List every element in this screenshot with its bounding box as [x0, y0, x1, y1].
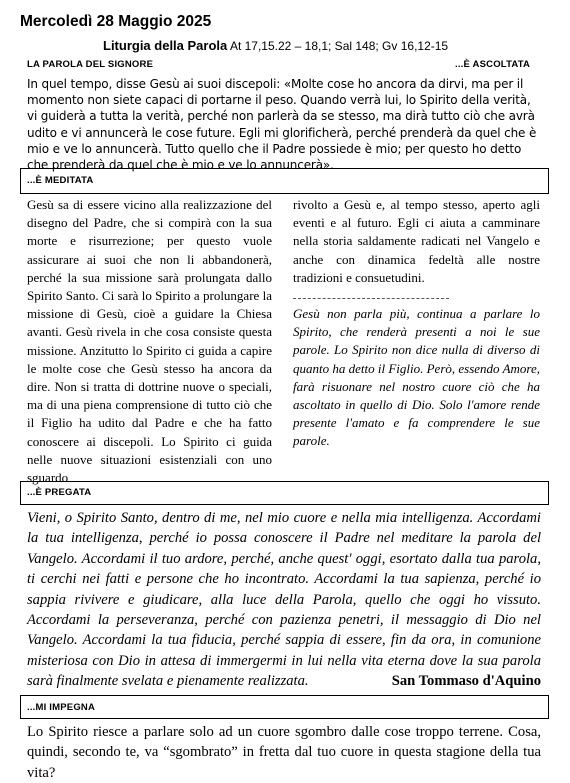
prayer-text: Vieni, o Spirito Santo, dentro di me, nel mio cuore e nella mia intelligenza. Accordami la tua intelligenza, perché io possa conoscere il Padre nel meditare la parola del Vangelo. Accordami il tuo ardore, perché, anche quest' oggi, esortato dalla tua parola, ti cerchi nei fatti e persone che ho incontrato. Accordami la tua sapienza, perché io sappia rivivere e giudicare, alla luce della Parola, quello che oggi ho vissuto. Accordami la perseveranza, perché con pazienza penetri, il messaggio di Dio nel Vangelo. Accordami la tua fiducia, perché sappia di essere, fin da ora, in comunione misteriosa con Dio in attesa di immergermi in lui nella vita eterna dove la sua parola sarà finalmente svelata e pienamente realizzata.	[27, 510, 541, 690]
meditata-header-box	[20, 168, 549, 194]
section-ascoltata-label: ...È ASCOLTATA	[455, 59, 531, 70]
readings-reference: At 17,15.22 – 18,1; Sal 148; Gv 16,12-15	[229, 39, 449, 53]
commitment-text: Lo Spirito riesce a parlare solo ad un cuore sgombro dalle cose troppo terrene. Cosa, quindi, secondo te, va “sgombrato” in fretta dal tuo cuore in questa stagione della tua vita?	[27, 724, 541, 781]
section-meditata-label: ...È MEDITATA	[27, 175, 94, 186]
gospel-text: In quel tempo, disse Gesù ai suoi discepoli: «Molte cose ho ancora da dirvi, ma per il momento non siete capaci di portarne il peso. Quando verrà lui, lo Spirito della verità, vi guiderà a tutta la verità, perché non parlerà da se stesso, ma dirà tutto ciò che avrà udito e vi annuncerà le cose future. Egli mi glorificherà, perché prenderà da quel che è mio e ve lo annuncerà. Tutto quello che il Padre possiede è mio; per questo ho detto che prenderà da quel che è mio e ve lo annuncerà».	[27, 77, 537, 173]
prayer-block	[27, 508, 541, 692]
meditation-column-2: rivolto a Gesù e, al tempo stesso, aperto agli eventi e al futuro. Egli ci aiuta a camminare nella storia saldamente radicati nel Vangelo e anche con dinamica fedeltà alle nostre tradizioni e consuetudini.	[293, 197, 540, 285]
section-impegna-label: ...MI IMPEGNA	[27, 702, 96, 713]
liturgy-title: Liturgia della Parola	[103, 38, 228, 53]
prayer-author: San Tommaso d'Aquino	[391, 673, 541, 690]
meditation-divider	[293, 298, 449, 299]
pregata-header-box	[20, 481, 549, 505]
liturgy-header	[103, 38, 448, 53]
meditation-column-1: Gesù sa di essere vicino alla realizzazione del disegno del Padre, che si compirà con la sua morte e risurrezione; per questo vuole assicurare ai suoi che non li abbandonerà, perché la sua missione sarà prolungata dallo Spirito Santo. Ci sarà lo Spirito a prolungare la missione di Gesù, cioè a guidare la Chiesa avanti. Gesù rivela in che cosa consiste questa missione. Anzitutto lo Spirito ci guida a capire le molte cose che Gesù stesso ha ancora da dire. Non si tratta di dottrine nuove o speciali, ma di una piena comprensione di tutto ciò che il Figlio ha udito dal Padre e che ha fatto conoscere ai discepoli. Lo Spirito ci guida nelle nuove situazioni esistenziali con uno sguardo	[27, 197, 272, 486]
section-pregata-label: ...È PREGATA	[27, 487, 92, 498]
meditation-italic-text: Gesù non parla più, continua a parlare lo Spirito, che renderà presenti a noi le sue parole. Lo Spirito non dice nulla di diverso di quanto ha detto il Figlio. Però, essendo Amore, farà risuonare nel nostro cuore ciò che ha ascoltato in quello di Dio. Solo l'amore rende presente l'amato e fa comprendere le sue parole.	[293, 306, 540, 449]
page-date: Mercoledì 28 Maggio 2025	[20, 13, 212, 30]
section-parola-label: LA PAROLA DEL SIGNORE	[27, 59, 154, 70]
impegna-header-box	[20, 695, 549, 719]
